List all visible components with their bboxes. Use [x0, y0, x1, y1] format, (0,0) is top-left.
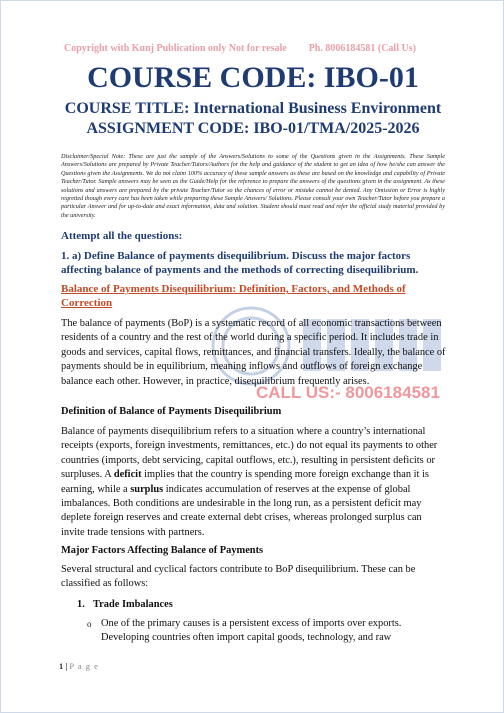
course-code-heading: COURSE CODE: IBO-01 — [87, 61, 419, 94]
list-item-trade-imbalances — [77, 599, 173, 610]
copyright-notice: Copyright with Kunj Publication only Not for resale — [64, 43, 287, 54]
factors-intro-paragraph: Several structural and cyclical factors contribute to BoP disequilibrium. These can be classified as follows: — [61, 564, 416, 590]
watermark-call-text: CALL US:- 8006184581 — [256, 383, 440, 402]
sub-bullet-text: One of the primary causes is a persistent excess of imports over exports. Developing countries often import capital goods, technology, and raw — [101, 618, 402, 644]
disclaimer-note: Disclaimer/Special Note: These are just the sample of the Answers/Solutions to some of the Questions given in the Assignments. These Sample Answers/Solutions are prepared by Private Teacher/Tutors/Authors for the help and guidance of the student to get an idea of how he/she can answer the Questions given the Assignments. We do not claim 100% accuracy of these sample answers as these are based on the knowledge and capability of Private Teacher/Tutor. Sample answers may be seen as the Guide/Help for the reference to prepare the answers of the questions given in the assignment. As these solutions and answers are prepared by the private Teacher/Tutor so the chances of error or mistake cannot be denied. Any Omission or Error is highly regretted though every care has been taken while preparing these Sample Answers/ Solutions. Please consult your own Teacher/Tutor before you prepare a particular Answer and for up-to-date and exact information, data and solution. Student should must read and refer the official study material provided by the university. — [61, 153, 445, 219]
page-footer — [59, 661, 99, 671]
bullet-circle-icon: o — [87, 619, 92, 629]
assignment-code: ASSIGNMENT CODE: IBO-01/TMA/2025-2026 — [86, 120, 420, 137]
deficit-term: deficit — [113, 469, 142, 481]
page-separator: | — [65, 661, 68, 671]
phone-number[interactable]: Ph. 8006184581 (Call Us) — [308, 43, 416, 54]
course-title: COURSE TITLE: International Business Environment — [64, 100, 442, 117]
course-title-block — [1, 99, 504, 139]
list-item-title: Trade Imbalances — [93, 599, 173, 610]
sub-bullet — [87, 617, 449, 646]
surplus-term: surplus — [130, 483, 164, 495]
intro-paragraph: The balance of payments (BoP) is a systematic record of all economic transactions between residents of a country and the rest of the world during a specific period. It includes trade in goods and services, capital flows, remittances, and financial transfers. Ideally, the balance of payments should be in equilibrium, meaning inflows and outflows of foreign exchange balance each other. However, in practice, disequilibrium frequently arises. — [61, 318, 446, 387]
attempt-instruction: Attempt all the questions: — [61, 230, 183, 242]
header-banner — [64, 43, 416, 54]
factors-heading: Major Factors Affecting Balance of Payments — [61, 545, 264, 556]
question-1: 1. a) Define Balance of payments disequilibrium. Discuss the major factors affecting balance of payments and the methods of correcting disequilibrium. — [61, 250, 419, 276]
section-title: Balance of Payments Disequilibrium: Definition, Factors, and Methods of Correction — [61, 283, 406, 309]
definition-paragraph: Balance of payments disequilibrium refers to a situation where a country’s international receipts (exports, foreign investments, remittances, etc.) do not equal its payments to other countries (imports, debt servicing, capital outflows, etc.), resulting in persistent deficits or surpluses. A deficit implies that the country is spending more foreign exchange than it is earning, while a surplus indicates accumulation of reserves at the expense of global imbalances. Both conditions are undesirable in the long run, as a persistent deficit may deplete foreign reserves and create external debt crises, whereas prolonged surplus can invite trade tensions with partners. — [61, 426, 438, 538]
list-number: 1. — [77, 599, 85, 610]
page-number: 1 — [59, 661, 64, 671]
page-label: P a g e — [69, 661, 99, 671]
definition-heading: Definition of Balance of Payments Disequilibrium — [61, 406, 282, 417]
